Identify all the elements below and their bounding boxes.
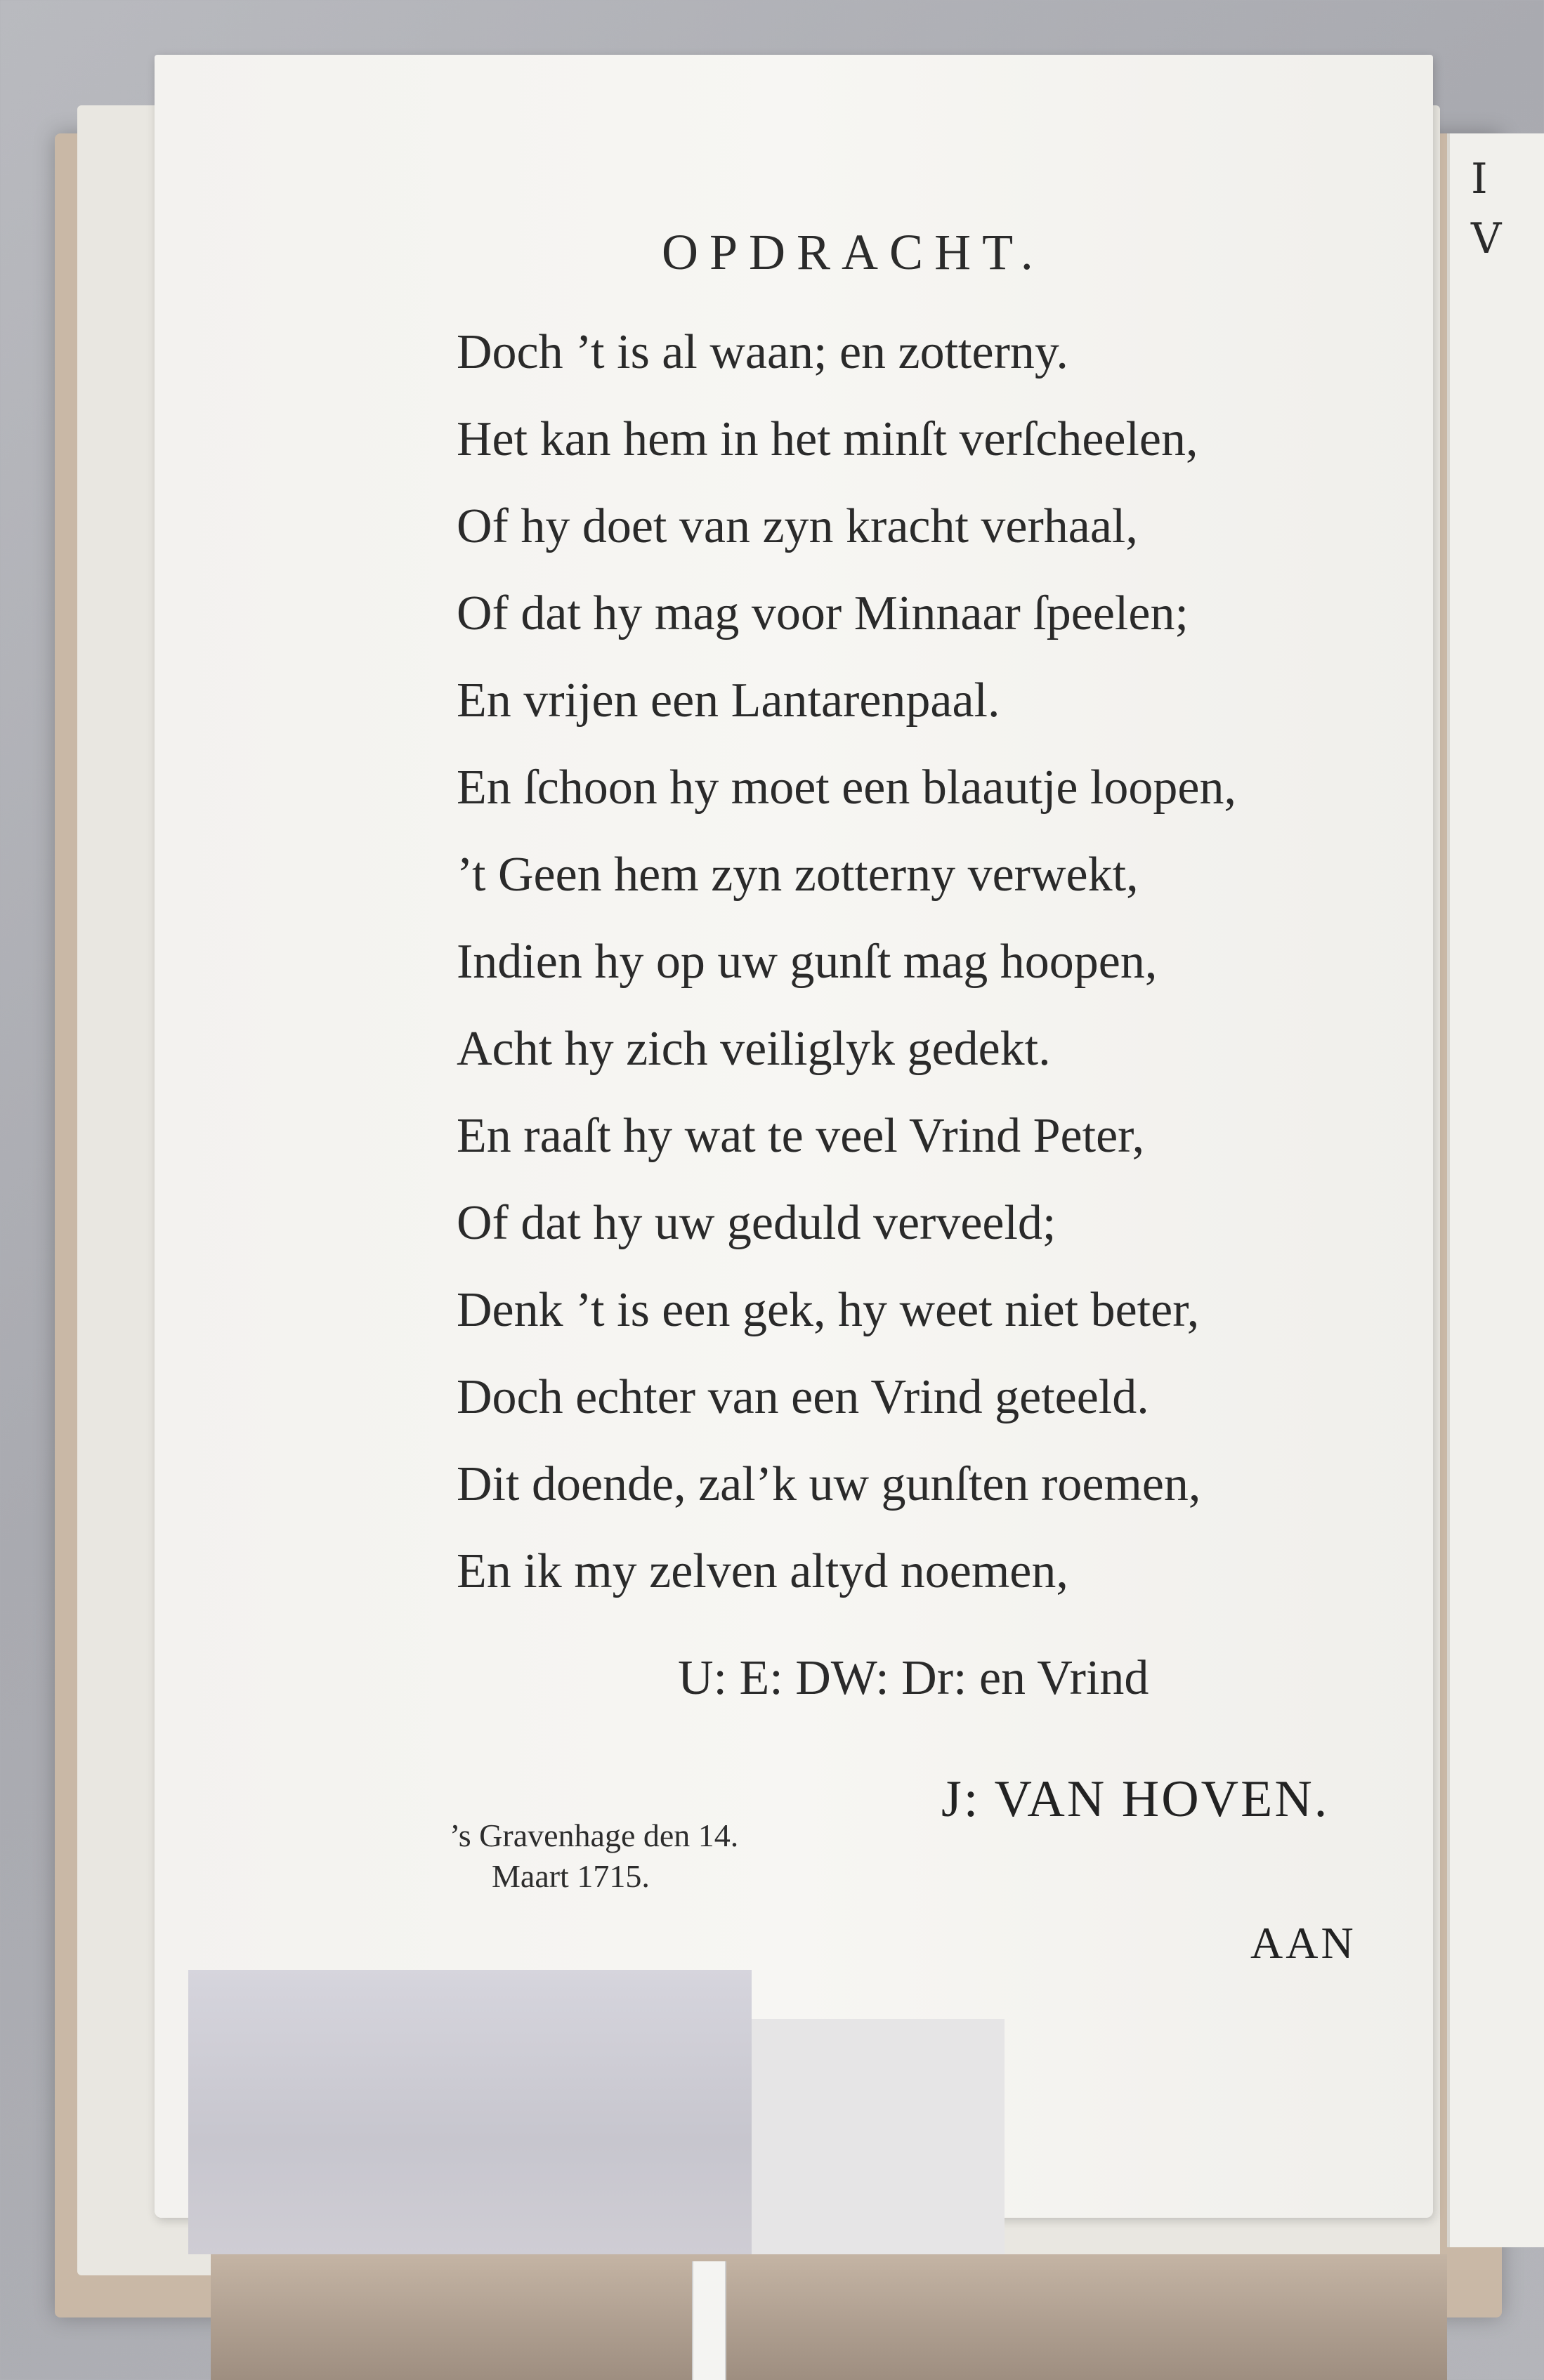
date-line: Maart 1715. (492, 1858, 650, 1894)
verse-line: En vrijen een Lantarenpaal. (457, 673, 1000, 728)
verse-line: Denk ’t is een gek, hy weet niet beter, (457, 1283, 1200, 1337)
place-line: ’s Gravenhage den 14. (450, 1817, 739, 1853)
redaction-patch (188, 1970, 752, 2254)
verse-line: En raaſt hy wat te veel Vrind Peter, (457, 1109, 1145, 1163)
bookmark-ribbon (692, 2261, 726, 2380)
verse-line: En ſchoon hy moet een blaautje loopen, (457, 761, 1236, 815)
verse-line: Het kan hem in het minſt verſcheelen, (457, 412, 1198, 466)
page-heading: OPDRACHT. (662, 224, 1045, 280)
verse-line: Dit doende, zal’k uw gunſten roemen, (457, 1457, 1201, 1511)
place-and-date (450, 1815, 738, 1897)
book-bottom-edge (211, 2254, 1447, 2380)
verse-line: Acht hy zich veiliglyk gedekt. (457, 1022, 1051, 1076)
verse-line: Of hy doet van zyn kracht verhaal, (457, 499, 1138, 553)
signoff-line: U: E: DW: Dr: en Vrind (678, 1651, 1149, 1705)
poem-verses (457, 309, 1384, 1615)
verse-line: Of dat hy uw geduld verveeld; (457, 1196, 1056, 1250)
catchword: AAN (1250, 1918, 1356, 1968)
verse-line: Doch ’t is al waan; en zotterny. (457, 325, 1068, 379)
verse-line: Indien hy op uw gunſt mag hoopen, (457, 935, 1158, 989)
verse-line: Doch echter van een Vrind geteeld. (457, 1370, 1149, 1424)
verse-line: En ik my zelven altyd noemen, (457, 1544, 1068, 1598)
facing-page-edge: I V (1447, 133, 1544, 2247)
redaction-patch-light (752, 2019, 1005, 2254)
author-signature: J: VAN HOVEN. (941, 1770, 1330, 1828)
verse-line: Of dat hy mag voor Minnaar ſpeelen; (457, 586, 1189, 640)
verse-line: ’t Geen hem zyn zotterny verwekt, (457, 848, 1139, 902)
